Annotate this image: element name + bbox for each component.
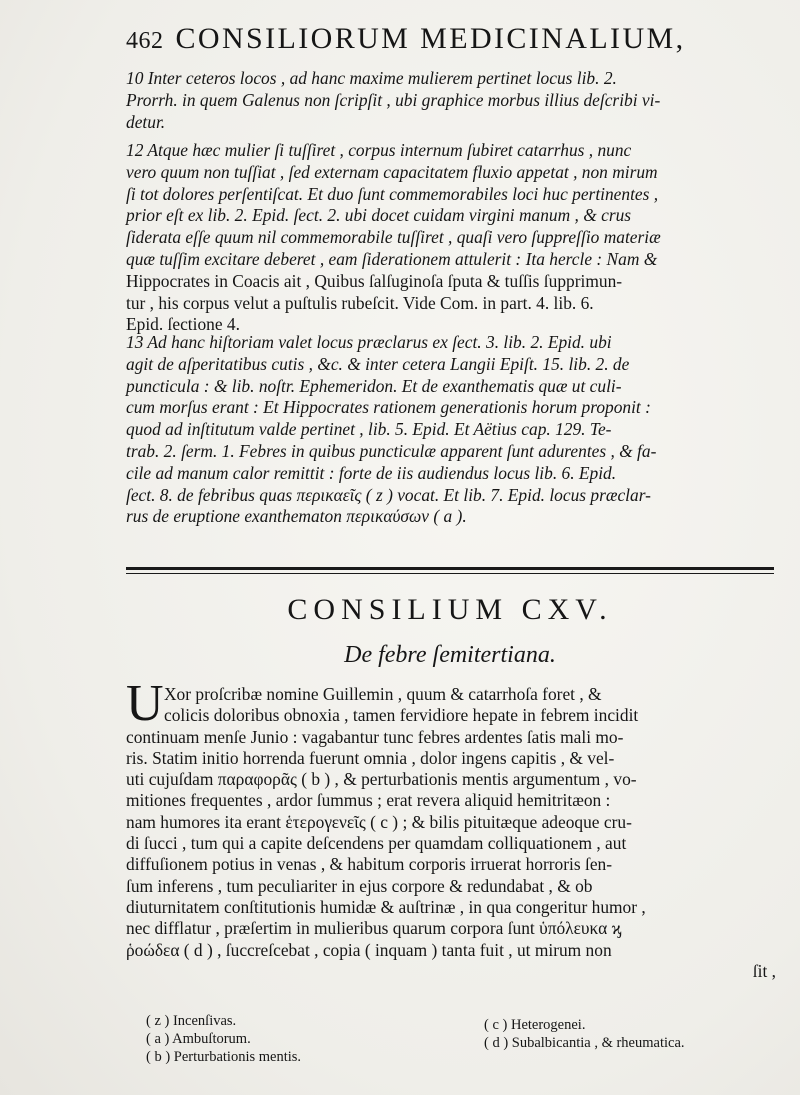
footnotes xyxy=(146,1012,766,1072)
text-line: rus de eruptione exanthematon περικαύσων ( a ). xyxy=(126,506,467,527)
drop-cap: U xyxy=(126,675,164,732)
text-line: mitiones frequentes , ardor ſummus ; erat revera aliquid hemitritæon : xyxy=(126,790,611,811)
footnote: ( d ) Subalbicantia , & rheumatica. xyxy=(484,1035,685,1051)
text-line: quod ad inſtitutum valde pertinet , lib. 5. Epid. Et Aëtius cap. 129. Te- xyxy=(126,419,612,440)
section-divider-thin xyxy=(126,573,774,574)
text-line: continuam menſe Junio : vagabantur tunc febres ardentes ſatis mali mo- xyxy=(126,726,624,747)
text-line: di ſucci , tum qui a capite deſcendens per quamdam colliquationem , aut xyxy=(126,833,627,854)
running-title: CONSILIORUM MEDICINALIUM, xyxy=(175,22,686,55)
text-line: uti cujuſdam παραφορᾶς ( b ) , & perturbationis mentis argumentum , vo- xyxy=(126,769,637,790)
footnote: ( b ) Perturbationis mentis. xyxy=(146,1049,302,1065)
paragraph-10 xyxy=(126,68,776,133)
text-line: 13 Ad hanc hiſtoriam valet locus præclarus ex ſect. 3. lib. 2. Epid. ubi xyxy=(126,332,612,352)
page-number: 462 xyxy=(126,28,164,54)
text-line: nec difflatur , præſertim in mulieribus quarum corpora ſunt ὑπόλευκα ϗ xyxy=(126,918,622,939)
text-line: 12 Atque hæc mulier ſi tuſſiret , corpus internum ſubiret catarrhus , nunc xyxy=(126,140,632,160)
text-line: trab. 2. ſerm. 1. Febres in quibus puncticulæ apparent ſunt adurentes , & fa- xyxy=(126,440,657,461)
paragraph-13 xyxy=(126,332,776,528)
text-line: nam humores ita erant ἑτερογενεῖς ( c ) ; & bilis pituitæque adeoque cru- xyxy=(126,811,632,832)
text-line: diuturnitatem conſtitutionis humidæ & auſtrinæ , in qua congeritur humor , xyxy=(126,896,646,917)
page-header xyxy=(126,22,766,62)
text-line: cile ad manum calor remittit : forte de iis audiendus locus lib. 6. Epid. xyxy=(126,462,617,483)
text-line: 10 Inter ceteros locos , ad hanc maxime mulierem pertinet locus lib. 2. xyxy=(126,68,617,88)
text-line: ῥοώδεα ( d ) , ſuccreſcebat , copia ( inquam ) tanta fuit , ut mirum non xyxy=(126,939,612,960)
text-line: tur , his corpus velut a puſtulis rubeſcit. Vide Com. in part. 4. lib. 6. xyxy=(126,292,594,313)
text-line: vero quum non tuſſiat , ſed externam capacitatem fluxio appetat , non mirum xyxy=(126,161,658,182)
text-line: Epid. ſectione 4. xyxy=(126,314,240,335)
text-line: ſi tot dolores perſentiſcat. Et duo ſunt commemorabiles loci huc pertinentes , xyxy=(126,183,659,204)
text-line: diffuſionem potius in venas , & habitum corporis irruerat horroris ſen- xyxy=(126,854,613,875)
text-line: Hippocrates in Coacis ait , Quibus ſalſuginoſa ſputa & tuſſis ſupprimun- xyxy=(126,270,623,291)
footnote: ( a ) Ambuſtorum. xyxy=(146,1031,251,1047)
text-line: prior eſt ex lib. 2. Epid. ſect. 2. ubi docet cuidam virgini manum , & crus xyxy=(126,205,632,226)
text-line: colicis doloribus obnoxia , tamen fervidiore hepate in febrem incidit xyxy=(164,705,639,726)
consilium-subtitle: De febre ſemitertiana. xyxy=(344,642,556,668)
consilium-body xyxy=(126,684,776,982)
text-line: ſum inferens , tum peculiariter in ejus corpore & redundabat , & ob xyxy=(126,875,593,896)
text-line: cum morſus erant : Et Hippocrates rationem generationis horum proponit : xyxy=(126,397,651,418)
text-line: detur. xyxy=(126,111,166,132)
text-line: ſiderata eſſe quum nil commemorabile tuſſiret , quaſi vero ſuppreſſio materiæ xyxy=(126,227,661,248)
text-line: puncticula : & lib. noſtr. Ephemeridon. Et de exanthematis quæ ut culi- xyxy=(126,375,622,396)
text-line: Prorrh. in quem Galenus non ſcripſit , ubi graphice morbus illius deſcribi vi- xyxy=(126,89,661,110)
text-line: agit de aſperitatibus cutis , &c. & inter cetera Langii Epiſt. 15. lib. 2. de xyxy=(126,353,630,374)
consilium-title: CONSILIUM CXV. xyxy=(287,593,613,626)
catchword-line: ſit , xyxy=(752,960,776,981)
paragraph-12 xyxy=(126,140,776,336)
text-line: ris. Statim initio horrenda fuerunt omnia , dolor ingens capitis , & vel- xyxy=(126,747,615,768)
footnote: ( c ) Heterogenei. xyxy=(484,1017,586,1033)
text-line: ſect. 8. de febribus quas περικαεῖς ( z ) vocat. Et lib. 7. Epid. locus præclar- xyxy=(126,484,651,505)
text-line: Xor proſcribæ nomine Guillemin , quum & catarrhoſa foret , & xyxy=(164,684,602,704)
footnote: ( z ) Incenſivas. xyxy=(146,1013,237,1029)
section-divider-thick xyxy=(126,567,774,570)
text-line: quæ tuſſim excitare deberet , eam ſiderationem attulerit : Ita hercle : Nam & xyxy=(126,248,658,269)
